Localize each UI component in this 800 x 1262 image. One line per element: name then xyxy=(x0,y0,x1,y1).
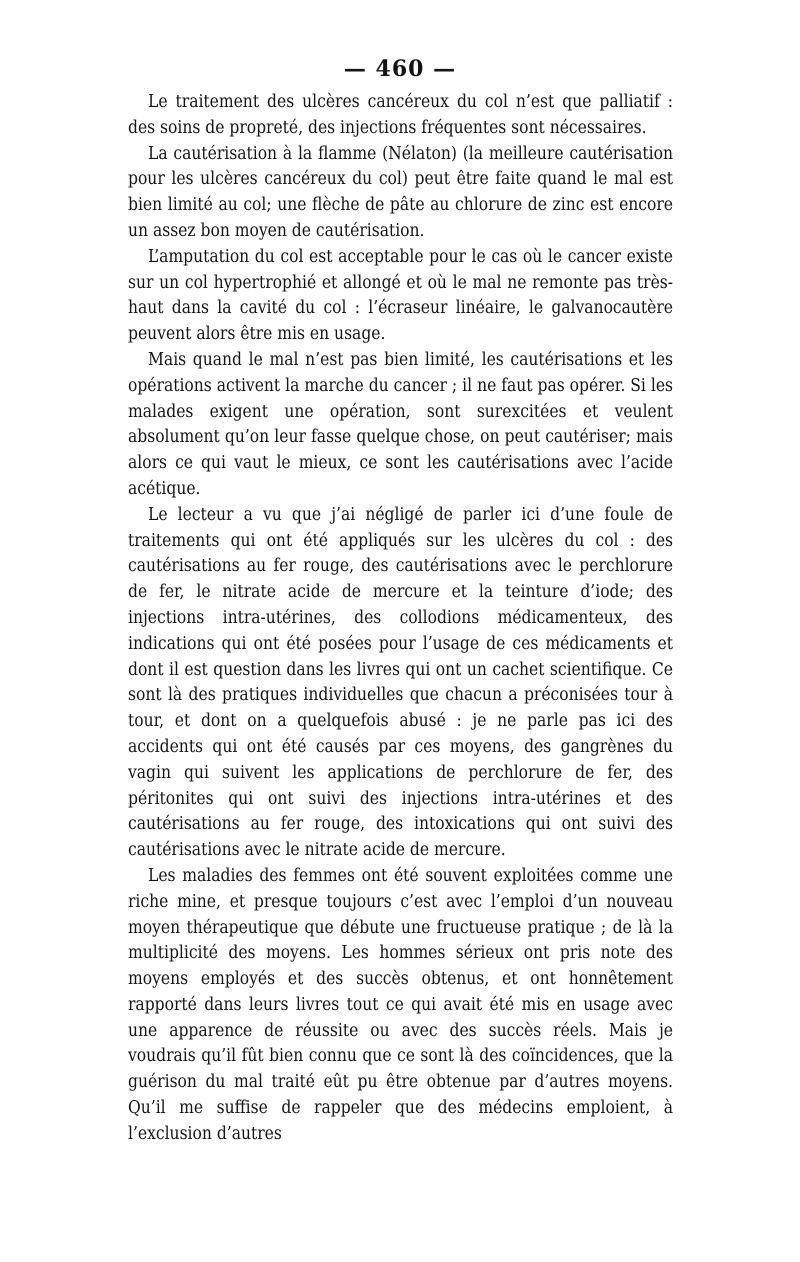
body-text xyxy=(128,90,673,1148)
paragraph: La cautérisation à la flamme (Nélaton) (la meilleure cautérisation pour les ulcères cancéreux du col) peut être faite quand le mal est bien limité au col; une flèche de pâte au chlorure de zinc est encore un assez bon moyen de cautérisation. xyxy=(128,143,673,241)
paragraph: Mais quand le mal n’est pas bien limité, les cautérisations et les opérations activent la marche du cancer ; il ne faut pas opérer. Si les malades exigent une opération, sont surexcitées et veulent absolument qu’on leur fasse quelque chose, on peut cautériser; mais alors ce qui vaut le mieux, ce sont les cautérisations avec l’acide acétique. xyxy=(128,349,673,499)
paragraph: Le traitement des ulcères cancéreux du col n’est que palliatif : des soins de propreté, des injections fréquentes sont nécessaires. xyxy=(128,92,673,138)
page-number: — 460 — xyxy=(343,56,457,82)
paragraph: L’amputation du col est acceptable pour le cas où le cancer existe sur un col hypertrophié et allongé et où le mal ne remonte pas très-haut dans la cavité du col : l’écraseur linéaire, le galvanocautère peuvent alors être mis en usage. xyxy=(128,246,673,345)
paragraph: Le lecteur a vu que j’ai négligé de parler ici d’une foule de traitements qui ont été appliqués sur les ulcères du col : des cautérisations au fer rouge, des cautérisations avec le perchlorure de fer, le nitrate acide de mercure et la teinture d’iode; des injections intra-utérines, des collodions médicamenteux, des indications qui ont été posées pour l’usage de ces médicaments et dont il est question dans les livres qui ont un cachet scientifique. Ce sont là des pratiques individuelles que chacun a préconisées tour à tour, et dont on a quelquefois abusé : je ne parle pas ici des accidents qui ont été causés par ces moyens, des gangrènes du vagin qui suivent les applications de perchlorure de fer, des péritonites qui ont suivi des injections intra-utérines et des cautérisations au fer rouge, des intoxications qui ont suivi des cautérisations avec le nitrate acide de mercure. xyxy=(128,504,673,861)
paragraph: Les maladies des femmes ont été souvent exploitées comme une riche mine, et presque toujours c’est avec l’emploi d’un nouveau moyen thérapeutique que débute une fructueuse pratique ; de là la multiplicité des moyens. Les hommes sérieux ont pris note des moyens employés et des succès obtenus, et ont honnêtement rapporté dans leurs livres tout ce qui avait été mis en usage avec une apparence de réussite ou avec des succès réels. Mais je voudrais qu’il fût bien connu que ce sont là des coïncidences, que la guérison du mal traité eût pu être obtenue par d’autres moyens. Qu’il me suffise de rappeler que des médecins emploient, à l’exclusion d’autres xyxy=(128,865,673,1144)
